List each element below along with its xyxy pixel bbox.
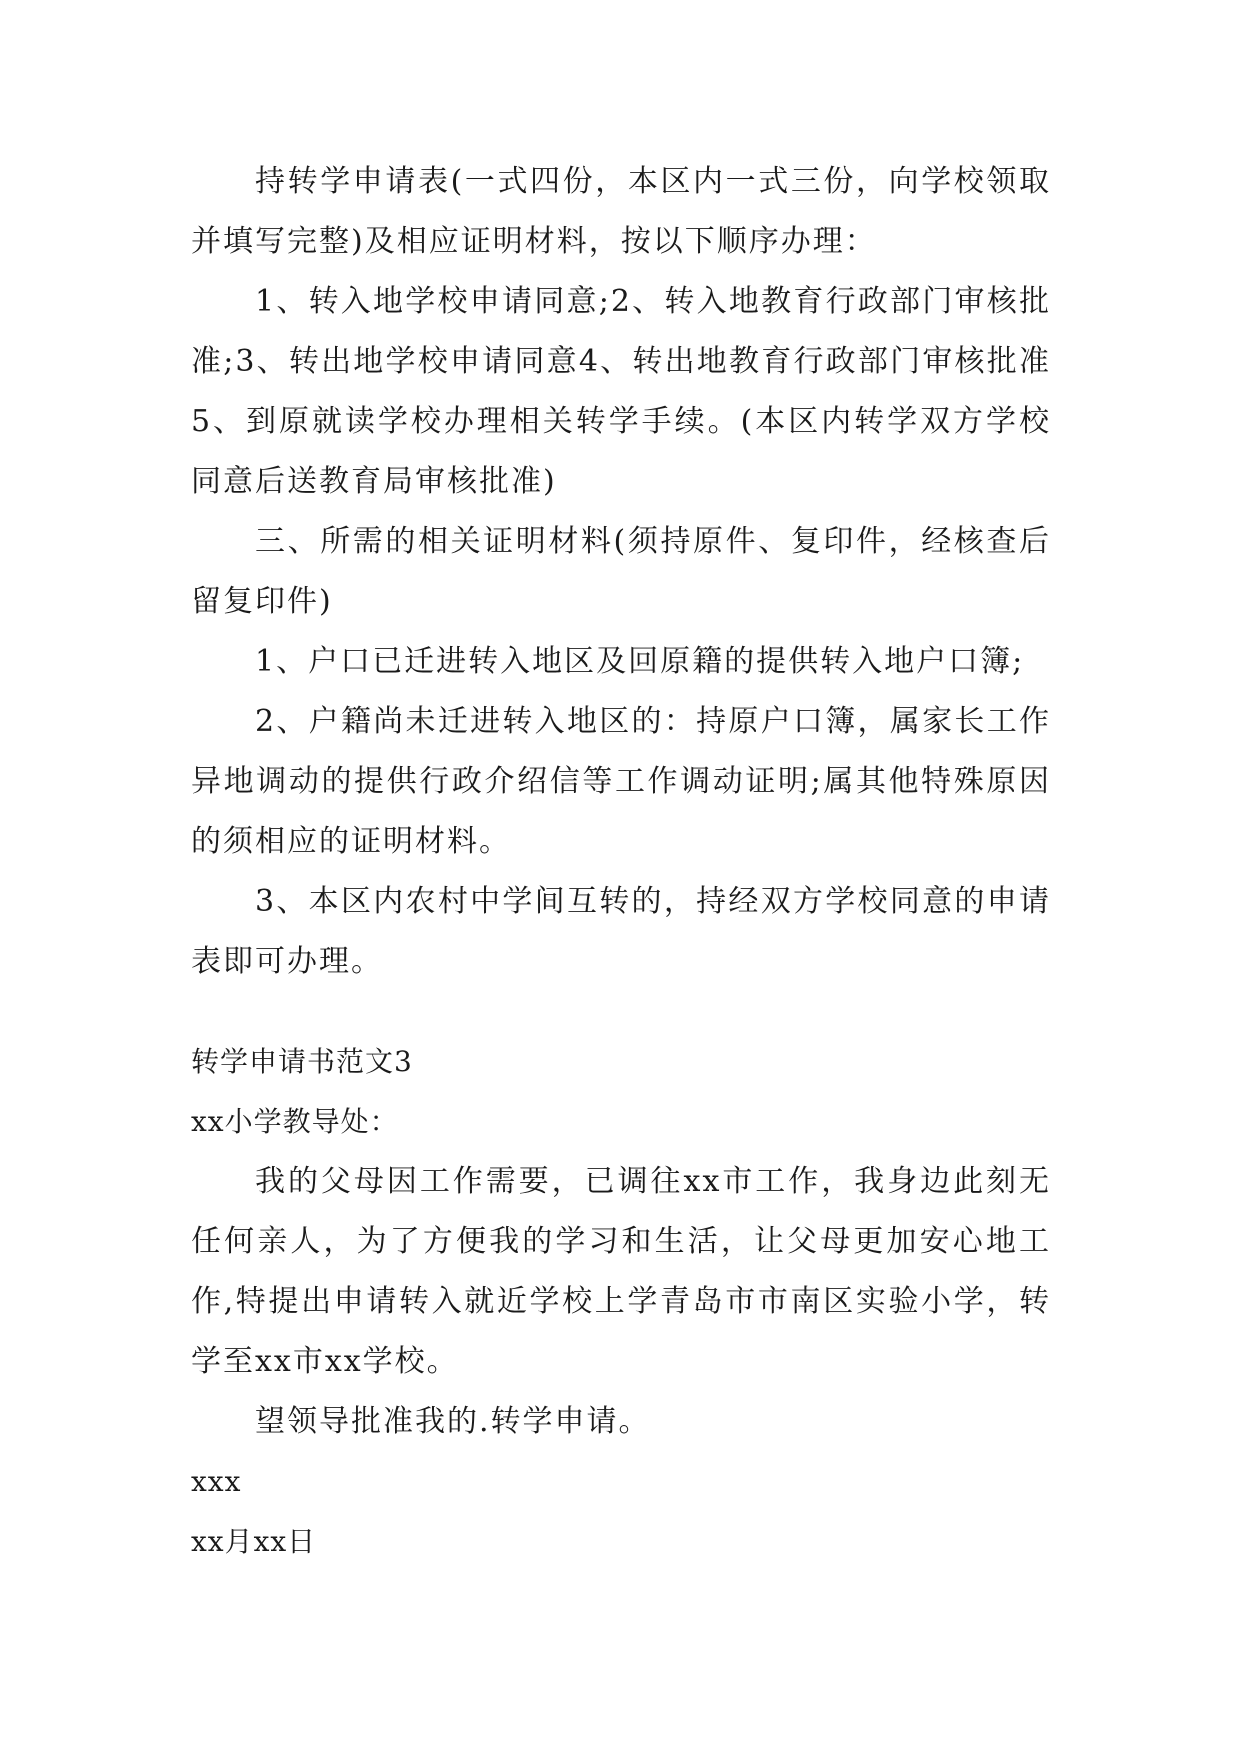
letter-signature: xxx [191, 1465, 242, 1498]
paragraph-item-one: 1、户口已迁进转入地区及回原籍的提供转入地户口簿; [255, 644, 1025, 679]
paragraph-application-form: 持转学申请表(一式四份，本区内一式三份，向学校领取并填写完整)及相应证明材料，按以下顺序办理： [191, 164, 1051, 259]
letter-title: 转学申请书范文3 [191, 1045, 413, 1078]
letter-body-paragraph: 我的父母因工作需要，已调往xx市工作，我身边此刻无任何亲人，为了方便我的学习和生活，让父母更加安心地工作,特提出申请转入就近学校上学青岛市市南区实验小学，转学至xx市xx学校。 [191, 1164, 1051, 1379]
letter-request-paragraph: 望领导批准我的.转学申请。 [255, 1404, 651, 1439]
letter-date: xx月xx日 [191, 1525, 317, 1558]
paragraph-item-three: 3、本区内农村中学间互转的，持经双方学校同意的申请表即可办理。 [191, 884, 1051, 979]
paragraph-procedure-steps: 1、转入地学校申请同意;2、转入地教育行政部门审核批准;3、转出地学校申请同意4、转出地教育行政部门审核批准5、到原就读学校办理相关转学手续。(本区内转学双方学校同意后送教育局审核批准) [191, 284, 1051, 499]
letter-salutation: xx小学教导处： [191, 1105, 399, 1138]
paragraph-section-three: 三、所需的相关证明材料(须持原件、复印件，经核查后留复印件) [191, 524, 1051, 619]
paragraph-item-two: 2、户籍尚未迁进转入地区的：持原户口簿，属家长工作异地调动的提供行政介绍信等工作调动证明;属其他特殊原因的须相应的证明材料。 [191, 704, 1051, 859]
document-content [191, 152, 1051, 1572]
section-spacer [191, 992, 1051, 1032]
